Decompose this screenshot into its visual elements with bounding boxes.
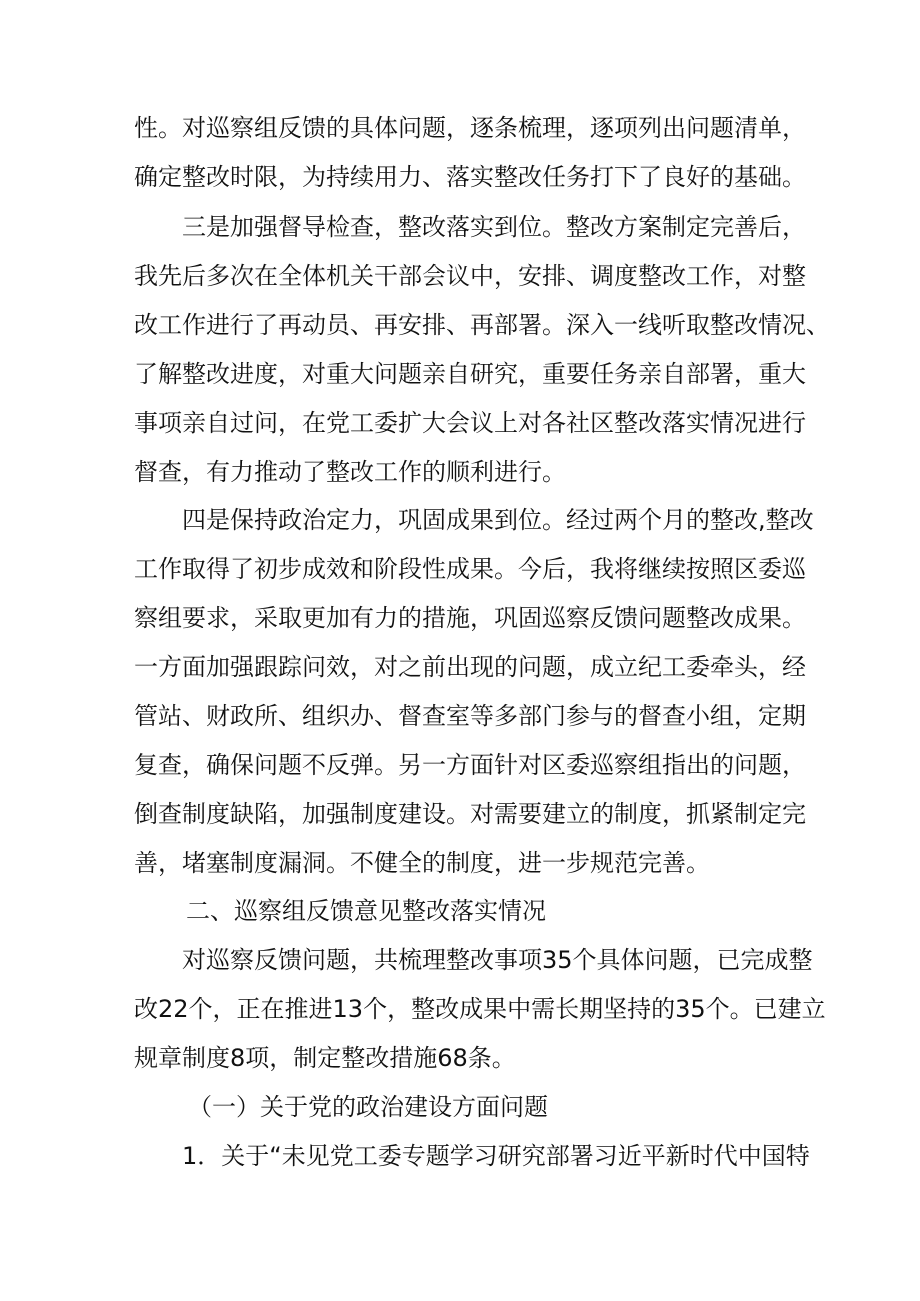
subsection-heading: （一）关于党的政治建设方面问题 [188, 1093, 548, 1121]
paragraph-line-1: 性。对巡察组反馈的具体问题，逐条梳理，逐项列出问题清单， [134, 114, 806, 142]
paragraph-line-16: 善，堵塞制度漏洞。不健全的制度，进一步规范完善。 [134, 849, 710, 877]
numbered-item-line: 1．关于“未见党工委专题学习研究部署习近平新时代中国特 [182, 1142, 810, 1170]
paragraph-line-8: 督查，有力推动了整改工作的顺利进行。 [134, 458, 566, 486]
paragraph-line-7: 事项亲自过问，在党工委扩大会议上对各社区整改落实情况进行 [134, 409, 806, 437]
paragraph-line-19: 规章制度8项，制定整改措施68条。 [134, 1044, 516, 1072]
paragraph-line-13: 管站、财政所、组织办、督查室等多部门参与的督查小组，定期 [134, 702, 806, 730]
paragraph-line-6: 了解整改进度，对重大问题亲自研究，重要任务亲自部署，重大 [134, 360, 806, 388]
section-heading: 二、巡察组反馈意见整改落实情况 [186, 897, 546, 925]
paragraph-line-2: 确定整改时限，为持续用力、落实整改任务打下了良好的基础。 [134, 163, 806, 191]
paragraph-line-4: 我先后多次在全体机关干部会议中，安排、调度整改工作，对整 [134, 262, 806, 290]
paragraph-line-9: 四是保持政治定力，巩固成果到位。经过两个月的整改,整改 [182, 506, 814, 534]
paragraph-line-12: 一方面加强跟踪问效，对之前出现的问题，成立纪工委牵头，经 [134, 653, 806, 681]
paragraph-line-5: 改工作进行了再动员、再安排、再部署。深入一线听取整改情况、 [134, 311, 830, 339]
paragraph-line-3: 三是加强督导检查，整改落实到位。整改方案制定完善后， [182, 213, 806, 241]
paragraph-line-18: 改22个，正在推进13个，整改成果中需长期坚持的35个。已建立 [134, 995, 826, 1023]
paragraph-line-10: 工作取得了初步成效和阶段性成果。今后，我将继续按照区委巡 [134, 555, 806, 583]
paragraph-line-11: 察组要求，采取更加有力的措施，巩固巡察反馈问题整改成果。 [134, 604, 806, 632]
paragraph-line-14: 复查，确保问题不反弹。另一方面针对区委巡察组指出的问题， [134, 751, 806, 779]
paragraph-line-17: 对巡察反馈问题，共梳理整改事项35个具体问题，已完成整 [182, 946, 813, 974]
paragraph-line-15: 倒查制度缺陷，加强制度建设。对需要建立的制度，抓紧制定完 [134, 800, 806, 828]
